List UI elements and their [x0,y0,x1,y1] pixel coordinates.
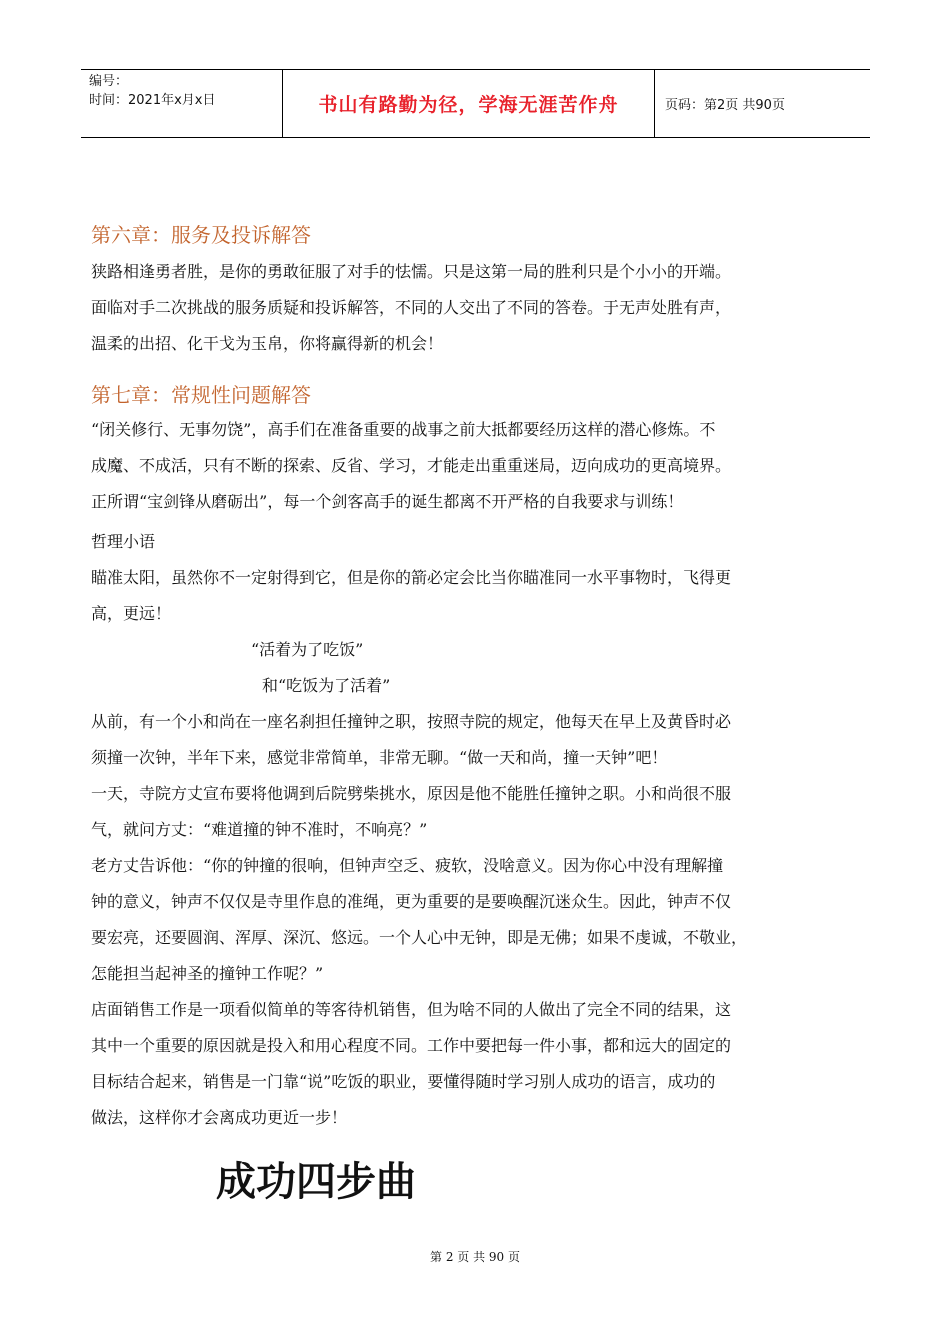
philosophy-section [91,524,863,632]
chapter7-body [91,412,863,520]
text-line: 做法，这样你才会离成功更近一步！ [91,1108,348,1127]
text-line: 怎能担当起神圣的撞钟工作呢？” [91,964,324,983]
story-title-2: 和“吃饭为了活着” [262,676,391,695]
time-label: 时间：2021年x月x日 [89,93,216,108]
text-line: 须撞一次钟，半年下来，感觉非常简单，非常无聊。“做一天和尚，撞一天钟”吧！ [91,748,668,767]
text-line: 气，就问方丈：“难道撞的钟不准时，不响亮？” [91,820,428,839]
page-footer: 第 2 页 共 90 页 [430,1250,520,1264]
text-line: 目标结合起来，销售是一门靠“说”吃饭的职业，要懂得随时学习别人成功的语言，成功的 [91,1072,716,1091]
story-body [91,704,863,1136]
text-line: 要宏亮，还要圆润、浑厚、深沉、悠远。一个人心中无钟，即是无佛；如果不虔诚，不敬业， [91,928,748,947]
header-page-label: 页码：第2页 共90页 [665,98,785,113]
text-line: 高，更远！ [91,604,172,623]
text-line: 正所谓“宝剑锋从磨砺出”，每一个剑客高手的诞生都离不开严格的自我要求与训练！ [91,492,684,511]
big-heading: 成功四步曲 [216,1159,416,1205]
text-line: 一天，寺院方丈宣布要将他调到后院劈柴挑水，原因是他不能胜任撞钟之职。小和尚很不服 [91,784,732,803]
text-line: 从前，有一个小和尚在一座名刹担任撞钟之职，按照寺院的规定，他每天在早上及黄昏时必 [91,712,732,731]
number-label: 编号： [89,74,129,89]
text-line: 瞄准太阳，虽然你不一定射得到它，但是你的箭必定会比当你瞄准同一水平事物时，飞得更 [91,568,732,587]
page-header [81,69,870,138]
text-line: 面临对手二次挑战的服务质疑和投诉解答，不同的人交出了不同的答卷。于无声处胜有声， [91,298,732,317]
text-line: 温柔的出招、化干戈为玉帛，你将赢得新的机会！ [91,334,444,353]
philosophy-label: 哲理小语 [91,532,156,551]
text-line: 钟的意义，钟声不仅仅是寺里作息的准绳，更为重要的是要唤醒沉迷众生。因此，钟声不仅 [91,892,732,911]
chapter6-title: 第六章：服务及投诉解答 [91,223,311,247]
text-line: 成魔、不成活，只有不断的探索、反省、学习，才能走出重重迷局，迈向成功的更高境界。 [91,456,732,475]
text-line: “闭关修行、无事勿饶”，高手们在准备重要的战事之前大抵都要经历这样的潜心修炼。不 [91,420,716,439]
header-slogan: 书山有路勤为径，学海无涯苦作舟 [283,70,655,137]
text-line: 老方丈告诉他：“你的钟撞的很响，但钟声空乏、疲软，没啥意义。因为你心中没有理解撞 [91,856,724,875]
text-line: 狭路相逢勇者胜，是你的勇敢征服了对手的怯懦。只是这第一局的胜利只是个小小的开端。 [91,262,732,281]
text-line: 其中一个重要的原因就是投入和用心程度不同。工作中要把每一件小事，都和远大的固定的 [91,1036,732,1055]
chapter7-title: 第七章：常规性问题解答 [91,383,311,407]
text-line: 店面销售工作是一项看似简单的等客待机销售，但为啥不同的人做出了完全不同的结果，这 [91,1000,732,1019]
story-title-1: “活着为了吃饭” [251,640,364,659]
header-meta [81,70,283,137]
chapter6-body [91,254,863,362]
